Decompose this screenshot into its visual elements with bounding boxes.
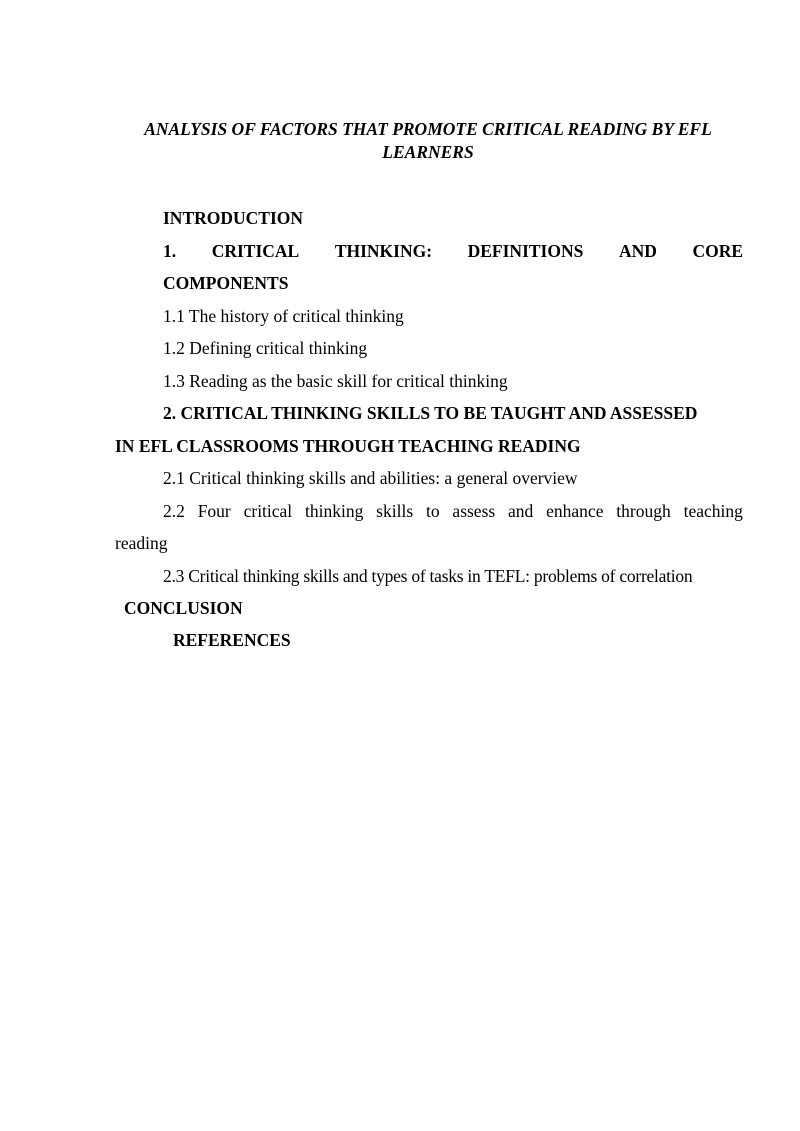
toc-subsection-2-2-word: critical [243,501,293,521]
toc-section-2-heading: 2. CRITICAL THINKING SKILLS TO BE TAUGHT AND ASSESSED [163,403,698,423]
toc-references: REFERENCES [173,630,291,650]
toc-subsection-2-2-word: through [616,501,671,521]
toc-subsection-2-3: 2.3 Critical thinking skills and types of tasks in TEFL: problems of correlation [163,566,693,586]
toc-subsection-2-2 [163,500,743,522]
toc-subsection-2-2-word: 2.2 [163,501,185,521]
toc-subsection-2-2-word: enhance [546,501,604,521]
toc-subsection-1-2: 1.2 Defining critical thinking [163,338,368,358]
toc-subsection-2-2-word: skills [376,501,414,521]
toc-subsection-2-2-word: and [508,501,534,521]
toc-subsection-2-2-word: to [425,501,440,521]
toc-introduction: INTRODUCTION [163,208,304,228]
toc-section-1-word: DEFINITIONS [467,241,584,261]
document-title: ANALYSIS OF FACTORS THAT PROMOTE CRITICAL READING BY EFL LEARNERS [144,119,712,162]
toc-subsection-2-2-word: assess [452,501,496,521]
toc-conclusion: CONCLUSION [124,598,243,618]
toc-subsection-2-1: 2.1 Critical thinking skills and abilities: a general overview [163,468,578,488]
toc-section-1-word: AND [618,241,657,261]
toc-subsection-2-2-continuation: reading [115,533,168,553]
toc-section-1-continuation: COMPONENTS [163,273,289,293]
toc-section-1-heading [163,240,743,262]
toc-subsection-1-1: 1.1 The history of critical thinking [163,306,404,326]
toc-subsection-2-2-word: teaching [683,501,743,521]
toc-section-1-word: THINKING: [334,241,433,261]
toc-subsection-2-2-word: thinking [305,501,364,521]
toc-section-1-word: CRITICAL [211,241,300,261]
toc-section-1-word: CORE [692,241,743,261]
toc-subsection-1-3: 1.3 Reading as the basic skill for critical thinking [163,371,508,391]
toc-section-1-word: 1. [163,241,177,261]
toc-section-2-continuation: IN EFL CLASSROOMS THROUGH TEACHING READING [115,436,581,456]
toc-subsection-2-2-word: Four [197,501,231,521]
